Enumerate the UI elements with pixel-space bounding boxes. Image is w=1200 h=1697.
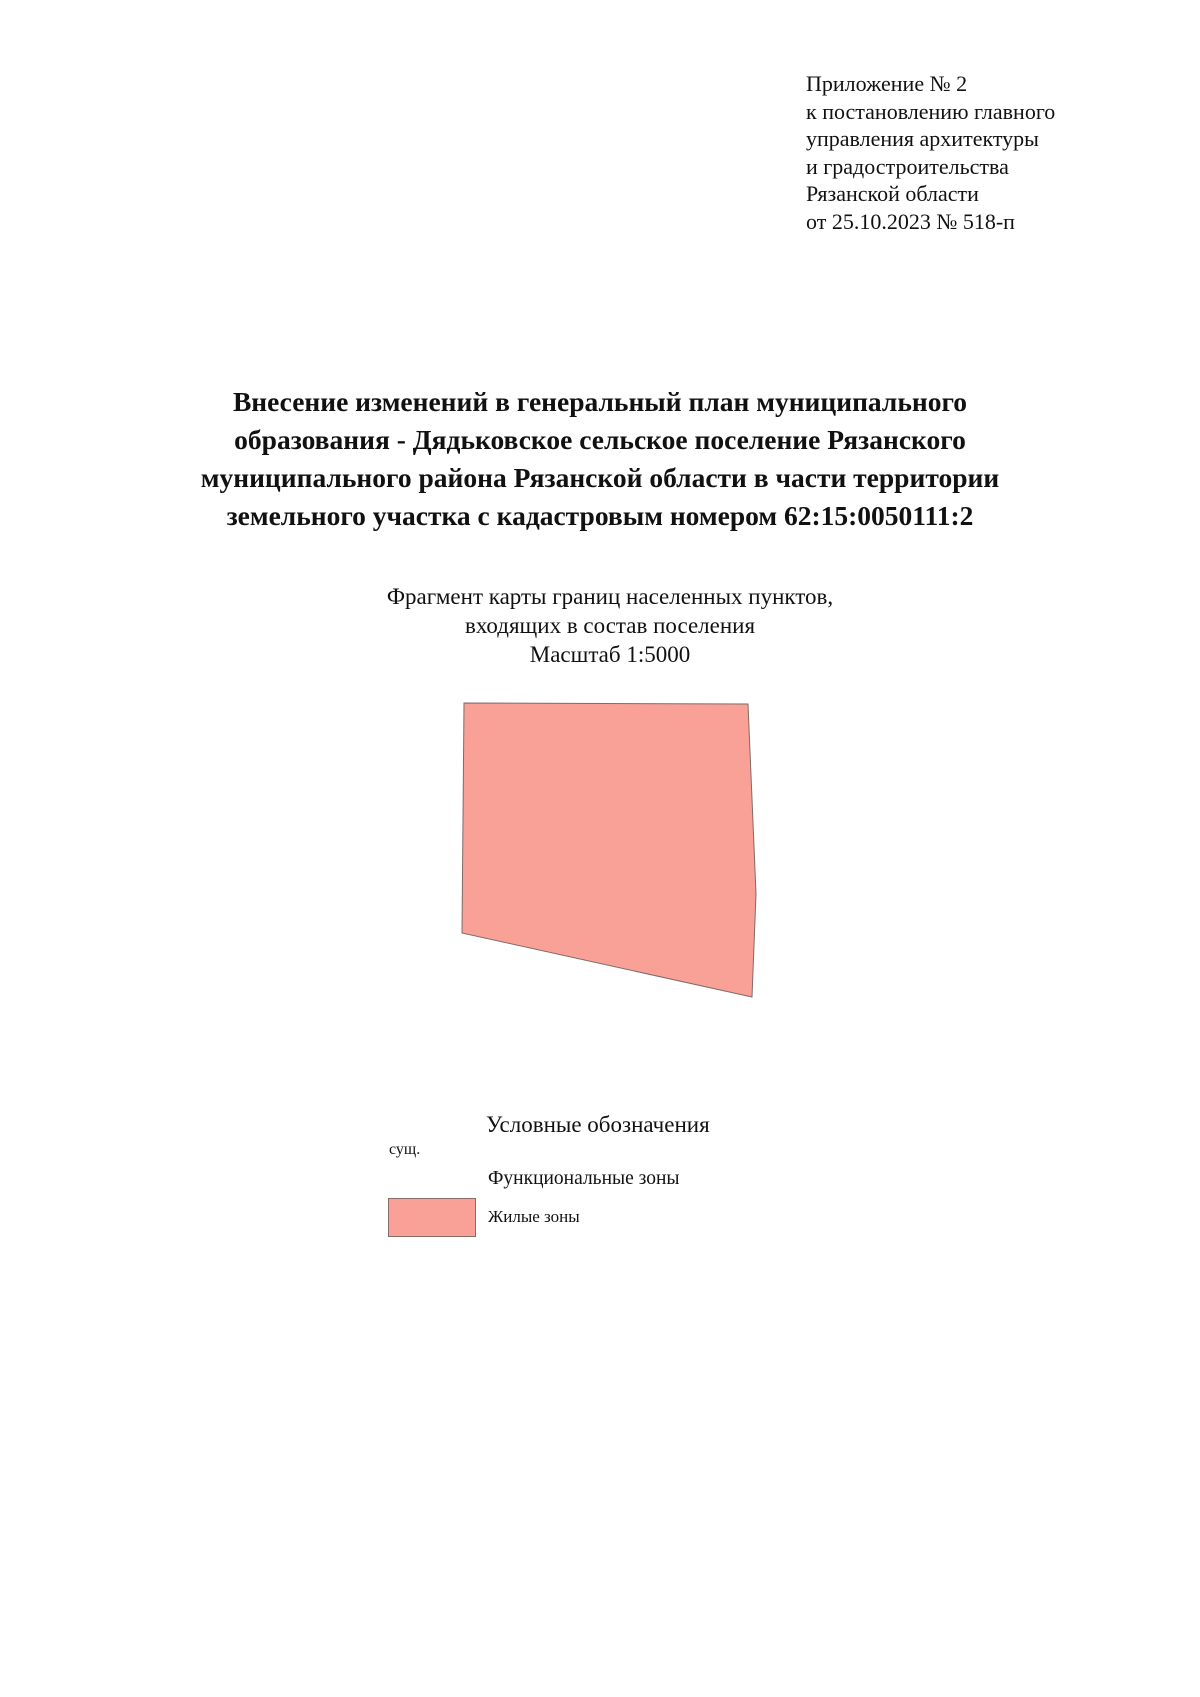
title-line: муниципального района Рязанской области в части территории	[200, 462, 1000, 493]
residential-zone-polygon	[462, 703, 756, 997]
caption-line: входящих в состав поселения	[464, 613, 756, 638]
legend-swatch-residential	[388, 1198, 476, 1237]
map-caption	[200, 582, 1020, 669]
appendix-line: от 25.10.2023 № 518-п	[806, 208, 1015, 234]
title-line: Внесение изменений в генеральный план муниципального	[232, 386, 968, 417]
title-line: образования - Дядьковское сельское поселение Рязанского	[234, 424, 966, 455]
document-title	[100, 383, 1100, 535]
legend-status-label: сущ.	[389, 1141, 421, 1158]
appendix-line: Рязанской области	[806, 181, 979, 207]
legend-item-label: Жилые зоны	[488, 1207, 580, 1226]
map-scale: Масштаб 1:5000	[529, 642, 691, 667]
appendix-line: к постановлению главного	[806, 98, 1056, 124]
appendix-line: Приложение № 2	[806, 71, 968, 96]
legend-group-label: Функциональные зоны	[488, 1168, 680, 1189]
title-line: земельного участка с кадастровым номером 62:15:0050111:2	[226, 500, 974, 531]
appendix-line: и градостроительства	[806, 153, 1009, 179]
legend-title: Условные обозначения	[486, 1112, 710, 1137]
caption-line: Фрагмент карты границ населенных пунктов,	[386, 584, 834, 609]
appendix-block	[806, 70, 1166, 236]
appendix-line: управления архитектуры	[806, 126, 1039, 152]
